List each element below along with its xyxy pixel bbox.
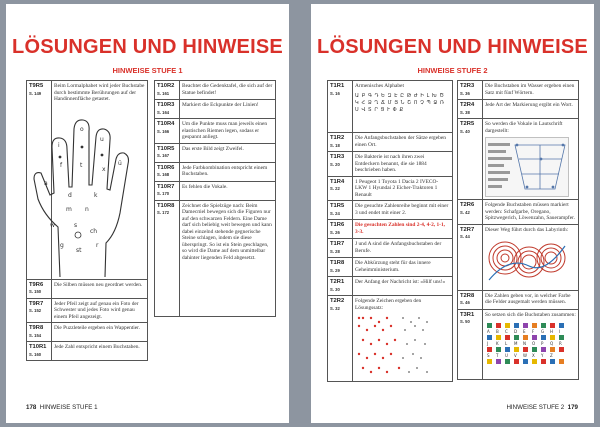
table-row bbox=[328, 81, 453, 133]
hint-code: T2R2 S. 32 bbox=[328, 296, 353, 382]
hint-code: T2R3 S. 36 bbox=[458, 81, 483, 100]
svg-text:A: A bbox=[487, 329, 490, 334]
letter-composition-illustration bbox=[485, 321, 569, 375]
svg-text:R: R bbox=[559, 341, 562, 346]
page-title: LÖSUNGEN UND HINWEISE bbox=[317, 36, 588, 58]
svg-text:W: W bbox=[523, 353, 527, 358]
hint-text: So werden die Vokale in Lautschrift dargestellt: bbox=[483, 119, 579, 200]
table-row bbox=[27, 279, 148, 298]
hint-text: Um die Punkte muss man jeweils einen elastischen Riemen legen, sodass er gespannt anliegt. bbox=[180, 119, 276, 144]
hint-code: T10R2 S. 161 bbox=[155, 81, 180, 100]
table-row bbox=[328, 239, 453, 258]
svg-text:T: T bbox=[496, 353, 499, 358]
table-row bbox=[155, 181, 276, 200]
svg-text:Y: Y bbox=[541, 353, 544, 358]
svg-text:k: k bbox=[94, 191, 98, 199]
hint-code: T2R8 S. 46 bbox=[458, 290, 483, 309]
hint-text: Dieser Weg führt durch das Labyrinth: bbox=[483, 224, 579, 290]
svg-text:V: V bbox=[514, 353, 517, 358]
svg-text:X: X bbox=[532, 353, 535, 358]
svg-text:F: F bbox=[532, 329, 535, 334]
hint-text: Jede Zahl entspricht einem Buchstaben. bbox=[52, 342, 148, 361]
vowel-chart-illustration bbox=[485, 137, 569, 197]
table-row bbox=[458, 119, 579, 200]
hint-text: Die Silben müssen neu geordnet werden. bbox=[52, 279, 148, 298]
svg-text:r: r bbox=[96, 241, 99, 249]
table-row bbox=[155, 162, 276, 181]
table-row bbox=[328, 258, 453, 277]
svg-text:P: P bbox=[541, 341, 544, 346]
svg-text:G: G bbox=[541, 329, 545, 334]
table-row bbox=[328, 277, 453, 296]
table-row bbox=[458, 200, 579, 225]
svg-text:st: st bbox=[76, 246, 82, 254]
table-row bbox=[328, 201, 453, 220]
svg-text:m: m bbox=[66, 205, 72, 213]
svg-text:U: U bbox=[505, 353, 508, 358]
svg-text:O: O bbox=[532, 341, 536, 346]
labyrinth-illustration bbox=[485, 236, 569, 286]
svg-text:ü: ü bbox=[118, 159, 122, 167]
hint-text: Zeichnet die Spielzüge nach: Beim Dameспiel bewegen sich die Figuren nur auf den schwarzen Feldern. Eine Dame darf sich beliebig weit bewegen und kann dabei einzelnd stehende gegnerische Steine schlagen, indem sie diese überspringt. So ist ein Stein geschlagen, so wird die Dame auf dem unmittelbar dahinter liegenden Feld abgesetzt. bbox=[180, 200, 276, 316]
hint-text: Jeder Pfeil zeigt auf genau ein Foto der Schwester und jedes Foto wird genau einem Pfeil angezeigt. bbox=[52, 298, 148, 323]
hint-code: T2R5 S. 40 bbox=[458, 119, 483, 200]
hint-text: Folgende Zeichen ergeben den Lösungssatz: bbox=[353, 296, 453, 382]
hint-text: Beachtet die Gedenktafel, die sich auf der Statue befindet! bbox=[180, 81, 276, 100]
svg-text:M: M bbox=[514, 341, 518, 346]
hint-code: T3R1 S. 50 bbox=[458, 309, 483, 379]
footer-label: HINWEISE STUFE 2 bbox=[506, 404, 565, 411]
hint-code: T1R3 S. 20 bbox=[328, 152, 353, 177]
hint-code: T9R6 S. 150 bbox=[27, 279, 52, 298]
hint-code: T10R7 S. 170 bbox=[155, 181, 180, 200]
svg-text:w: w bbox=[50, 221, 55, 229]
svg-text:D: D bbox=[514, 329, 518, 334]
page-subtitle: HINWEISE STUFE 2 bbox=[417, 66, 488, 75]
table-row bbox=[27, 81, 148, 280]
armenian-alphabet-glyphs: Ա Բ Գ Դ Ե Զ Է Ը Թ Ժ Ի Լ Խ Ծ Կ Հ Ձ Ղ Ճ Մ Յ Ն Շ Ո Չ Պ Ջ Ռ Ս Վ Տ Ր Ց Ւ Փ Ք bbox=[355, 92, 445, 113]
hint-text: Die Zahlen geben vor, in welcher Farbe die Felder ausgemalt werden müssen. bbox=[483, 290, 579, 309]
svg-text:S: S bbox=[487, 353, 490, 358]
table-row bbox=[155, 143, 276, 162]
hint-text: So setzen sich die Buchstaben zusammen: A B C D E F G H I J K L M N O P Q R S T U V W X Y Z bbox=[483, 309, 579, 379]
hint-code: T1R5 S. 24 bbox=[328, 201, 353, 220]
table-row bbox=[328, 176, 453, 201]
table-row bbox=[27, 298, 148, 323]
hints-table-right-col2 bbox=[457, 80, 579, 380]
hint-code: T10R4 S. 166 bbox=[155, 119, 180, 144]
table-row bbox=[328, 220, 453, 239]
hint-code: T10R3 S. 164 bbox=[155, 100, 180, 119]
hint-text: Jede Farbkombination entspricht einem Buchstaben. bbox=[180, 162, 276, 181]
table-row bbox=[155, 81, 276, 100]
right-page bbox=[311, 4, 594, 423]
svg-text:o: o bbox=[80, 125, 84, 133]
table-row bbox=[155, 100, 276, 119]
svg-text:Z: Z bbox=[550, 353, 553, 358]
svg-text:a: a bbox=[44, 179, 48, 187]
hint-code: T9R5 S. 149 bbox=[27, 81, 52, 280]
svg-text:H: H bbox=[550, 329, 554, 334]
hint-text: Die Puzzleteile ergeben ein Wappentier. bbox=[52, 323, 148, 342]
table-row bbox=[458, 224, 579, 290]
hints-table-left-col2 bbox=[154, 80, 276, 317]
hint-code: T10R8 S. 172 bbox=[155, 200, 180, 316]
table-row bbox=[27, 342, 148, 361]
hint-text: Die Buchstaben im Wasser ergeben einen Satz mit fünf Wörtern. bbox=[483, 81, 579, 100]
lorm-hand-illustration bbox=[30, 107, 134, 277]
page-footer bbox=[26, 404, 98, 411]
hint-text: Folgende Buchstaben müssen markiert werden: Schafgarbe, Oregano, Spitzwegerich, Löwenzahn, Sauerampfer. bbox=[483, 200, 579, 225]
table-row bbox=[27, 323, 148, 342]
table-row bbox=[458, 81, 579, 100]
svg-text:s: s bbox=[74, 221, 78, 229]
hint-code: T9R8 S. 154 bbox=[27, 323, 52, 342]
svg-text:Q: Q bbox=[550, 341, 554, 346]
svg-text:I: I bbox=[559, 329, 561, 334]
hint-text: Jede Art der Markierung ergibt ein Wort. bbox=[483, 100, 579, 119]
svg-text:ch: ch bbox=[90, 227, 98, 235]
page-footer bbox=[506, 404, 578, 411]
page-number: 179 bbox=[567, 404, 578, 411]
hints-table-left-col1 bbox=[26, 80, 148, 361]
hint-text: Die Abkürzung steht für das innere Geheimministerium. bbox=[353, 258, 453, 277]
hint-text: Die gesuchte Zahlenreihe beginnt mit einer 3 und endet mit einer 2. bbox=[353, 201, 453, 220]
hint-text: Die Bakterie ist nach ihren zwei Entdeckern benannt, die sie 1884 beschrieben haben. bbox=[353, 152, 453, 177]
hint-text: Die Anfangsbuchstaben der Sätze ergeben einen Ort. bbox=[353, 133, 453, 152]
table-row bbox=[328, 296, 453, 382]
hint-text: J und A sind die Anfangsbuchstaben der Berufe. bbox=[353, 239, 453, 258]
hint-text: Die gesuchten Zahlen sind 2-4, 4-2, 1-1, 3-3. bbox=[353, 220, 453, 239]
page-subtitle: HINWEISE STUFE 1 bbox=[112, 66, 183, 75]
hint-code: T1R1 S. 16 bbox=[328, 81, 353, 133]
table-row bbox=[328, 152, 453, 177]
hint-code: T2R4 S. 38 bbox=[458, 100, 483, 119]
svg-text:K: K bbox=[496, 341, 499, 346]
footer-label: HINWEISE STUFE 1 bbox=[39, 404, 98, 411]
hint-text: 1 Peugeot 1 Toyota 1 Dacia 2 IVECO-LKW 1 Hyundai 2 Eicher-Traktoren 1 Renault bbox=[353, 176, 453, 201]
left-page bbox=[6, 4, 289, 423]
hint-code: T10R1 S. 160 bbox=[27, 342, 52, 361]
hint-code: T2R6 S. 42 bbox=[458, 200, 483, 225]
hint-code: T1R8 S. 29 bbox=[328, 258, 353, 277]
svg-text:L: L bbox=[505, 341, 508, 346]
svg-text:B: B bbox=[496, 329, 499, 334]
svg-text:C: C bbox=[505, 329, 508, 334]
svg-text:N: N bbox=[523, 341, 526, 346]
hint-code: T1R4 S. 22 bbox=[328, 176, 353, 201]
table-row bbox=[155, 200, 276, 316]
svg-text:n: n bbox=[85, 205, 89, 213]
table-row bbox=[458, 100, 579, 119]
hint-code: T10R6 S. 168 bbox=[155, 162, 180, 181]
svg-text:u: u bbox=[100, 135, 104, 143]
hint-code: T2R1 S. 30 bbox=[328, 277, 353, 296]
svg-text:d: d bbox=[68, 191, 72, 199]
svg-text:t: t bbox=[80, 161, 83, 169]
hint-text: Der Anfang der Nachricht ist: »Hilf uns!« bbox=[353, 277, 453, 296]
dot-code-illustration bbox=[355, 314, 435, 376]
hints-table-right-col1 bbox=[327, 80, 453, 382]
hint-code: T1R6 S. 26 bbox=[328, 220, 353, 239]
hint-text: Markiert die Eckpunkte der Linien! bbox=[180, 100, 276, 119]
hint-code: T1R7 S. 28 bbox=[328, 239, 353, 258]
svg-text:f: f bbox=[60, 161, 63, 169]
hint-code: T9R7 S. 152 bbox=[27, 298, 52, 323]
svg-text:J: J bbox=[487, 341, 489, 346]
table-row bbox=[328, 133, 453, 152]
svg-text:i: i bbox=[58, 141, 60, 149]
hint-text: Beim Lormalphabet wird jeder Buchstabe durch bestimmte Berührungen auf der Handinnenfläche getastet. i o u ü a m n s ch g st r d k t x f w bbox=[52, 81, 148, 280]
hint-text: Armenisches Alphabet Ա Բ Գ Դ Ե Զ Է Ը Թ Ժ Ի Լ Խ Ծ Կ Հ Ձ Ղ Ճ Մ Յ Ն Շ Ո Չ Պ Ջ Ռ Ս Վ Տ Ր Ց Ւ Փ Ք bbox=[353, 81, 453, 133]
table-row bbox=[458, 309, 579, 379]
svg-text:E: E bbox=[523, 329, 526, 334]
hint-code: T2R7 S. 44 bbox=[458, 224, 483, 290]
hint-text: Das erste Bild zeigt Zweifel. bbox=[180, 143, 276, 162]
hint-text: Es fehlen die Vokale. bbox=[180, 181, 276, 200]
svg-text:x: x bbox=[102, 165, 106, 173]
table-row bbox=[458, 290, 579, 309]
table-row bbox=[155, 119, 276, 144]
page-number: 178 bbox=[26, 404, 37, 411]
hint-code: T1R2 S. 18 bbox=[328, 133, 353, 152]
svg-text:g: g bbox=[60, 241, 64, 249]
hint-code: T10R5 S. 167 bbox=[155, 143, 180, 162]
page-title: LÖSUNGEN UND HINWEISE bbox=[12, 36, 283, 58]
